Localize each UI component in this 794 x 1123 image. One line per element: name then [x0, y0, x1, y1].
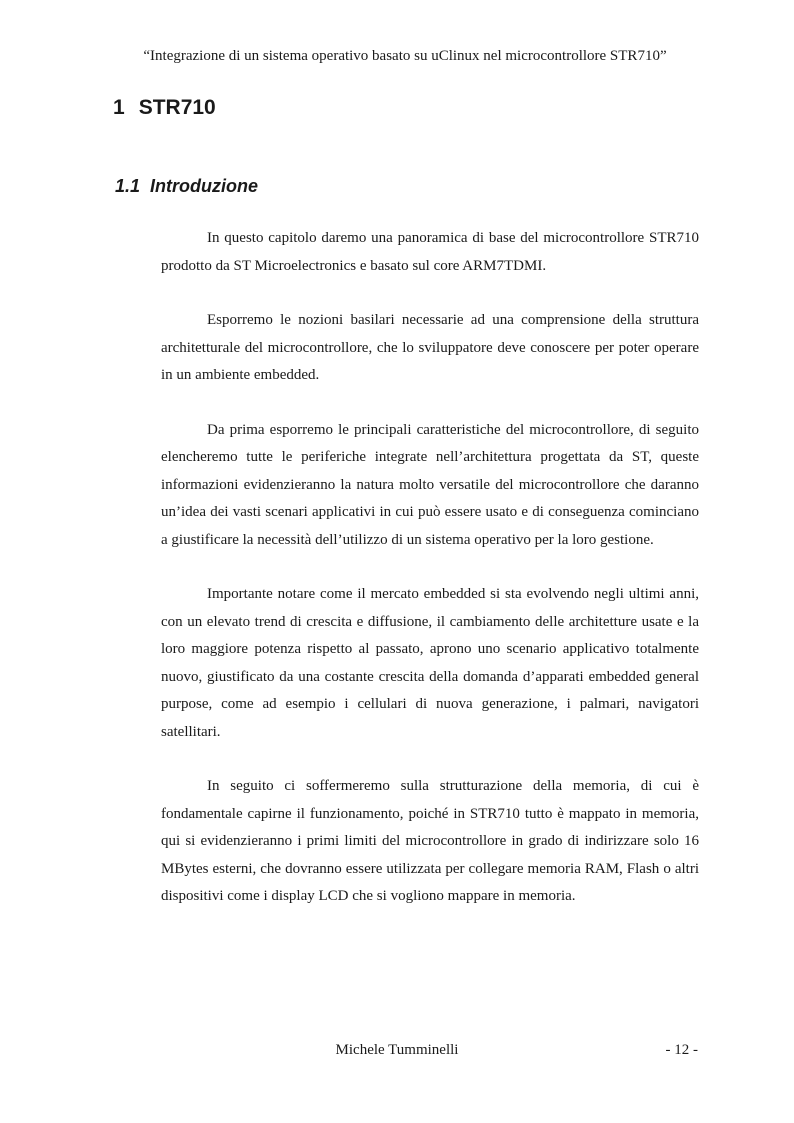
chapter-heading: [113, 94, 216, 122]
body-text: [161, 225, 699, 938]
running-header-text: “Integrazione di un sistema operativo basato su uClinux nel microcontrollore STR710”: [143, 48, 667, 64]
footer-author: Michele Tumminelli: [335, 1042, 459, 1058]
paragraph: In seguito ci soffermeremo sulla strutturazione della memoria, di cui è fondamentale capirne il funzionamento, poiché in STR710 tutto è mappato in memoria, qui si evidenzieranno i primi limiti del microcontrollore in grado di indirizzare solo 16 MBytes esterni, che dovranno essere utilizzata per collegare memoria RAM, Flash o altri dispositivi come i display LCD che si vogliono mappare in memoria.: [161, 778, 699, 904]
section-number: 1.1: [115, 176, 141, 196]
paragraph: Esporremo le nozioni basilari necessarie ad una comprensione della struttura architetturale del microcontrollore, che lo sviluppatore deve conoscere per poter operare in un ambiente embedded.: [161, 312, 699, 383]
chapter-title: STR710: [138, 96, 216, 119]
chapter-number: 1: [113, 96, 125, 119]
paragraph: Da prima esporremo le principali caratteristiche del microcontrollore, di seguito elencheremo tutte le periferiche integrate nell’architettura progettata da ST, queste informazioni evidenzieranno la natura molto versatile del microcontrollore che daranno un’idea dei vasti scenari applicativi in cui può essere usato e di conseguenza cominciano a giustificare la necessità dell’utilizzo di un sistema operativo per la loro gestione.: [161, 421, 699, 548]
section-title: Introduzione: [150, 176, 259, 196]
paragraph: Importante notare come il mercato embedded si sta evolvendo negli ultimi anni, con un elevato trend di crescita e diffusione, il cambiamento delle architetture usate e la loro maggiore potenza rispetto al passato, aprono uno scenario applicativo totalmente nuovo, giustificato da una costante crescita della domanda d’apparati embedded general purpose, come ad esempio i cellulari di nuova generazione, i palmari, navigatori satellitari.: [161, 586, 699, 740]
paragraph: In questo capitolo daremo una panoramica di base del microcontrollore STR710 prodotto da ST Microelectronics e basato sul core ARM7TDMI.: [161, 230, 699, 274]
page-number: - 12 -: [665, 1042, 698, 1058]
section-heading: [115, 174, 258, 198]
running-header: [0, 46, 794, 66]
